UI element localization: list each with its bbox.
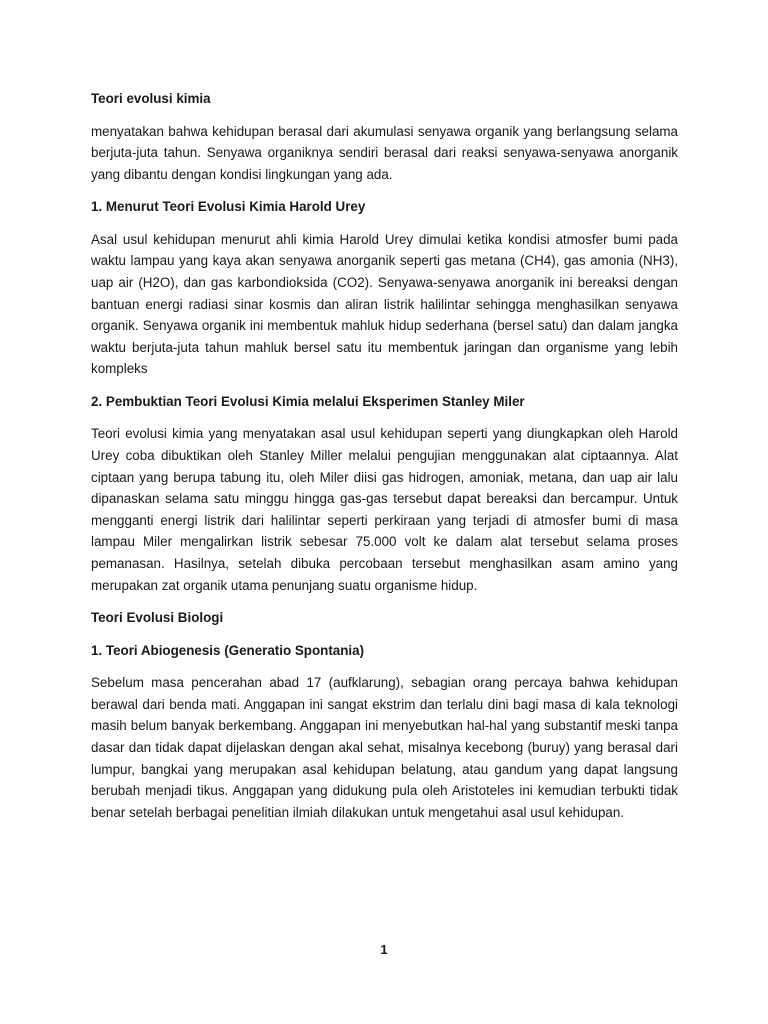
section-paragraph-stanley-miler: Teori evolusi kimia yang menyatakan asal usul kehidupan seperti yang diungkapkan oleh Harold Urey coba dibuktikan oleh Stanley Miller melalui pengujian menggunakan alat ciptaannya. Alat ciptaan yang berupa tabung itu, oleh Miler diisi gas hidrogen, amoniak, metana, dan uap air lalu dipanaskan selama satu minggu hingga gas-gas tersebut dapat bereaksi dan bercampur. Untuk mengganti energi listrik dari halilintar seperti perkiraan yang terjadi di atmosfer bumi di masa lampau Miler mengalirkan listrik sebesar 75.000 volt ke dalam alat tersebut selama proses pemanasan. Hasilnya, setelah dibuka percobaan tersebut menghasilkan asam amino yang merupakan zat organik utama penunjang suatu organisme hidup. xyxy=(91,426,678,593)
section-heading-stanley-miler: 2. Pembuktian Teori Evolusi Kimia melalui Eksperimen Stanley Miler xyxy=(91,393,525,409)
section-heading-teori-evolusi-biologi: Teori Evolusi Biologi xyxy=(91,610,224,626)
section-heading-teori-evolusi-kimia: Teori evolusi kimia xyxy=(91,91,211,106)
section-paragraph-harold-urey: Asal usul kehidupan menurut ahli kimia Harold Urey dimulai ketika kondisi atmosfer bumi pada waktu lampau yang kaya akan senyawa anorganik seperti gas metana (CH4), gas amonia (NH3), uap air (H2O), dan gas karbondioksida (CO2). Senyawa-senyawa anorganik ini bereaksi dengan bantuan energi radiasi sinar kosmis dan aliran listrik halilintar sehingga menghasilkan senyawa organik. Senyawa organik ini membentuk mahluk hidup sederhana (bersel satu) dan dalam jangka waktu berjuta-juta tahun mahluk bersel satu itu membentuk jaringan dan organisme yang lebih kompleks xyxy=(91,231,678,377)
section-paragraph-abiogenesis: Sebelum masa pencerahan abad 17 (aufklarung), sebagian orang percaya bahwa kehidupan berawal dari benda mati. Anggapan ini sangat ekstrim dan terlalu dini bagi masa di kala teknologi masih belum banyak berkembang. Anggapan ini menyebutkan hal-hal yang substantif meski tanpa dasar dan tidak dapat dijelaskan dengan akal sehat, misalnya kecebong (buruy) yang berasal dari lumpur, bangkai yang merupakan asal kehidupan belatung, atau gandum yang dapat langsung berubah menjadi tikus. Anggapan yang didukung pula oleh Aristoteles ini kemudian terbukti tidak benar setelah berbagai penelitian ilmiah dilakukan untuk mengetahui asal usul kehidupan. xyxy=(91,675,678,820)
page-number: 1 xyxy=(380,942,388,957)
section-heading-harold-urey: 1. Menurut Teori Evolusi Kimia Harold Urey xyxy=(91,199,366,215)
section-paragraph-teori-evolusi-kimia: menyatakan bahwa kehidupan berasal dari akumulasi senyawa organik yang berlangsung selama berjuta-juta tahun. Senyawa organiknya sendiri berasal dari reaksi senyawa-senyawa anorganik yang dibantu dengan kondisi lingkungan yang ada. xyxy=(91,123,678,182)
section-heading-abiogenesis: 1. Teori Abiogenesis (Generatio Spontania) xyxy=(91,642,365,658)
document-page xyxy=(91,88,678,834)
